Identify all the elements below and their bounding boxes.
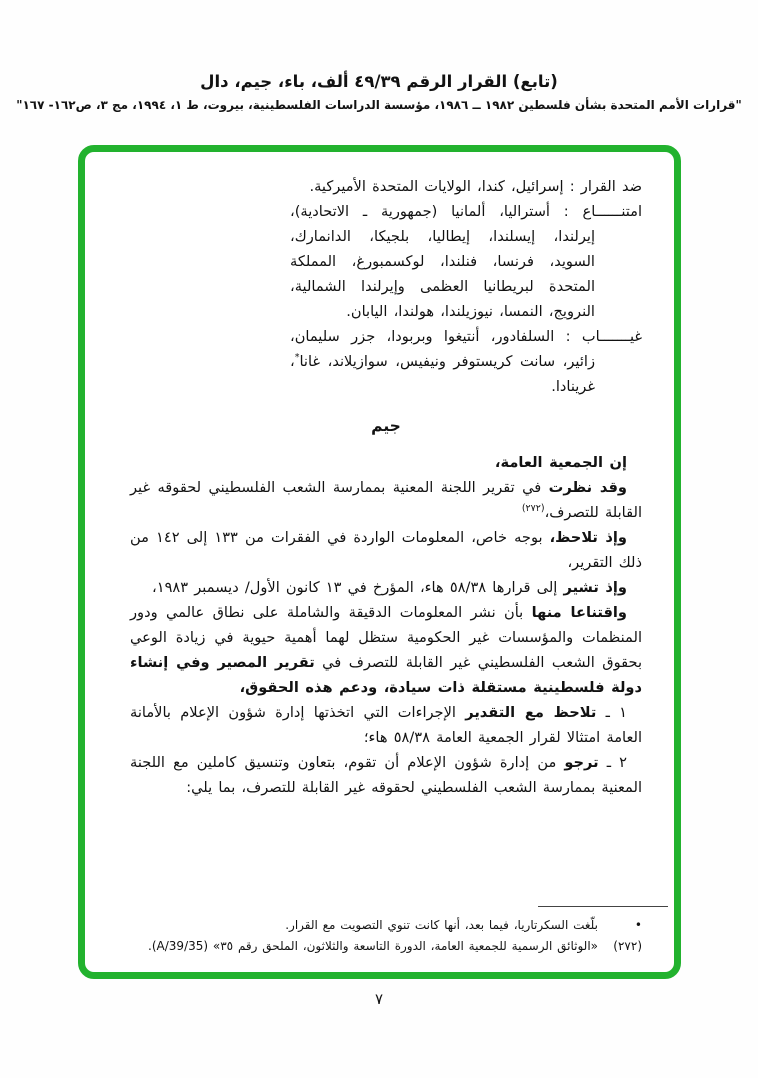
- green-frame: [78, 145, 681, 979]
- vote-row: غيـــــــاب : السلفادور، أنتيغوا وبربودا، جزر سليمان، زائير، سانت كريستوفر ونيفيس، سوازيلاند، غانا*، غرينادا.: [290, 328, 642, 395]
- paragraph: [130, 575, 642, 600]
- document-content: [130, 174, 642, 800]
- footnote-text: [130, 936, 598, 957]
- emphasis-text: وإذ تلاحظ،: [549, 529, 627, 546]
- body-text: أستراليا، ألمانيا (جمهورية ـ الاتحادية)، إيرلندا، إيسلندا، إيطاليا، بلجيكا، الدانمارك، السويد، فرنسا، فنلندا، لوكسمبورغ، المملكة المتحدة لبريطانيا العظمى وإيرلندا الشمالية، النرويج، النمسا، نيوزيلندا، هولندا، اليابان.: [290, 203, 595, 320]
- emphasis-text: ترجو: [564, 754, 599, 771]
- footnote: [130, 915, 642, 936]
- body-text: الإجراءات التي اتخذتها إدارة شؤون الإعلام بالأمانة العامة امتثالا لقرار الجمعية العامة ٣٨‏/‏٥٨ هاء؛: [130, 704, 642, 746]
- page-header: [0, 72, 758, 112]
- paragraph: [130, 600, 642, 700]
- body-text: من إدارة شؤون الإعلام أن تقوم، بتعاون وتنسيق كاملين مع اللجنة المعنية بممارسة الشعب الفلسطيني لحقوقه غير القابلة للتصرف، بما يلي:: [130, 754, 642, 796]
- body-text: في تقرير اللجنة المعنية بممارسة الشعب الفلسطيني لحقوقه غير القابلة للتصرف،: [130, 479, 642, 521]
- footnote-marker: •: [634, 918, 642, 932]
- body-text: ١ ـ: [596, 704, 627, 721]
- body-text: بوجه خاص، المعلومات الواردة في الفقرات من ١٣٣ إلى ١٤٢ من ذلك التقرير،: [130, 529, 642, 571]
- body-text: «الوثائق الرسمية للجمعية العامة، الدورة التاسعة والثلاثون، الملحق رقم ٣٥» (A/39/35).: [148, 939, 598, 953]
- body-text: ٢ ـ: [598, 754, 627, 771]
- footnotes-block: [130, 906, 642, 957]
- footnote-marker: (٢٧٢): [613, 939, 642, 953]
- resolution-paragraphs: [130, 450, 642, 800]
- emphasis-text: وإذ تشير: [563, 579, 627, 596]
- body-text: إلى قرارها ٣٨‏/‏٥٨ هاء، المؤرخ في ١٣ كانون الأول/ ديسمبر ١٩٨٣،: [152, 579, 564, 596]
- paragraph: [130, 700, 642, 750]
- paragraph: [130, 750, 642, 800]
- page-number: ٧: [374, 990, 384, 1008]
- footnote: [130, 936, 642, 957]
- footnote-separator: [538, 906, 668, 907]
- emphasis-text: إن الجمعية العامة،: [494, 454, 627, 471]
- body-text: إسرائيل، كندا، الولايات المتحدة الأميركية.: [309, 178, 564, 195]
- voting-record: [290, 174, 642, 399]
- paragraph: [130, 525, 642, 575]
- emphasis-text: تقرير المصير وفي إنشاء دولة فلسطينية مستقلة ذات سيادة، ودعم هذه الحقوق،: [130, 654, 642, 696]
- emphasis-text: تلاحظ مع التقدير: [465, 704, 597, 721]
- paragraph: [130, 450, 642, 475]
- footnotes-list: [130, 915, 642, 957]
- vote-row: امتنــــــاع : أستراليا، ألمانيا (جمهورية ـ الاتحادية)، إيرلندا، إيسلندا، إيطاليا، بلجيكا، الدانمارك، السويد، فرنسا، فنلندا، لوكسمبورغ، المملكة المتحدة لبريطانيا العظمى وإيرلندا الشمالية، النرويج، النمسا، نيوزيلندا، هولندا، اليابان.: [290, 203, 643, 320]
- emphasis-text: وقد نظرت: [548, 479, 627, 496]
- vote-label: ضد القرار: [580, 178, 642, 195]
- section-heading: جيم: [371, 417, 401, 435]
- footnote-ref: *: [294, 352, 300, 364]
- footnote-ref: (٢٧٢): [521, 503, 545, 515]
- body-text: بأن نشر المعلومات الدقيقة والشاملة على نطاق عالمي ودور المنظمات والمؤسسات غير الحكومية ستظل لهما أهمية حيوية في زيادة الوعي بحقوق الشعب الفلسطيني غير القابلة للتصرف في: [130, 604, 642, 671]
- resolution-title: (تابع) القرار الرقم ٣٩‏/‏٤٩ ألف، باء، جيم، دال: [200, 72, 558, 91]
- emphasis-text: واقتناعا منها: [531, 604, 627, 621]
- source-citation: "قرارات الأمم المتحدة بشأن فلسطين ١٩٨٢ ــ ١٩٨٦، مؤسسة الدراسات الفلسطينية، بيروت، ط ١، ١٩٩٤، مج ٣، ص١٦٢- ١٦٧": [16, 98, 742, 112]
- body-text: السلفادور، أنتيغوا وبربودا، جزر سليمان، زائير، سانت كريستوفر ونيفيس، سوازيلاند، غانا: [290, 328, 595, 370]
- paragraph: [130, 475, 642, 525]
- footnote-text: [130, 915, 598, 936]
- vote-label: غيـــــــاب: [581, 328, 642, 345]
- body-text: ، غرينادا.: [290, 353, 595, 395]
- vote-row: ضد القرار : إسرائيل، كندا، الولايات المتحدة الأميركية.: [309, 178, 642, 195]
- vote-label: امتنــــــاع: [582, 203, 643, 220]
- body-text: بلّغت السكرتاريا، فيما بعد، أنها كانت تنوي التصويت مع القرار.: [285, 918, 598, 932]
